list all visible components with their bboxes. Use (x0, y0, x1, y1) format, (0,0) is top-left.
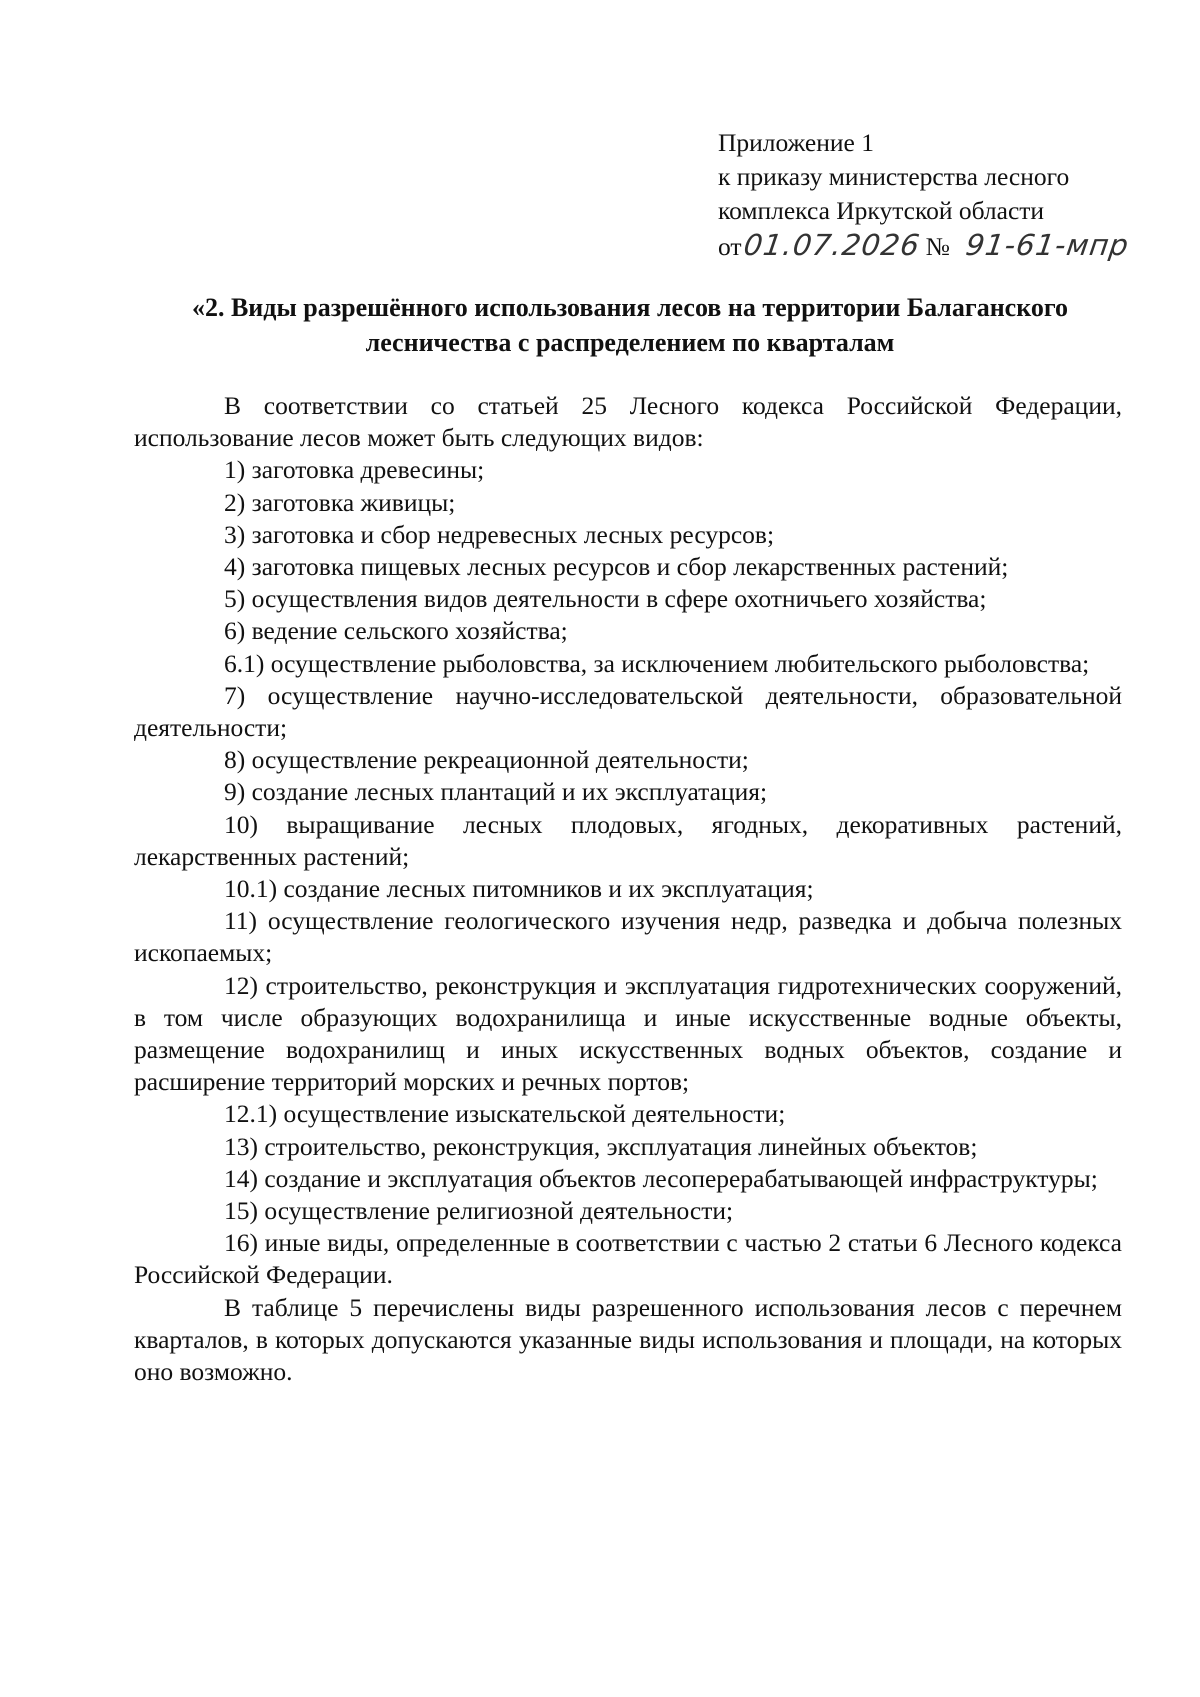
list-item: 12.1) осуществление изыскательской деятельности; (224, 1099, 786, 1129)
handwritten-number: 91-61-мпр (963, 228, 1132, 262)
list-item: 10) выращивание лесных плодовых, ягодных, декоративных растений, лекарственных растений; (134, 809, 1122, 871)
list-item: 10.1) создание лесных питомников и их эксплуатация; (224, 874, 814, 904)
section-title-line-1: «2. Виды разрешённого использования лесов на территории Балаганского (191, 293, 1069, 322)
list-item: 2) заготовка живицы; (224, 487, 456, 517)
list-item: 11) осуществление геологического изучения недр, разведка и добыча полезных ископаемых; (134, 906, 1122, 968)
appendix-title: Приложение 1 (718, 128, 874, 157)
section-title (140, 290, 1120, 360)
section-title-line-2: лесничества с распределением по кварталам (365, 328, 895, 357)
handwritten-date: 01.07.2026 (741, 228, 922, 262)
document-body (134, 390, 1122, 1388)
date-prefix: от (718, 232, 742, 261)
list-item: 12) строительство, реконструкция и эксплуатация гидротехнических сооружений, в том числе образующих водохранилища и иные искусственные водные объекты, размещение водохранилищ и иных искусственных водных объектов, создание и расширение территорий морских и речных портов; (134, 970, 1122, 1097)
list-item: 14) создание и эксплуатация объектов лесоперерабатывающей инфраструктуры; (224, 1163, 1098, 1193)
list-item: 4) заготовка пищевых лесных ресурсов и сбор лекарственных растений; (224, 552, 1009, 582)
appendix-header (718, 126, 1138, 264)
list-item: 1) заготовка древесины; (224, 455, 485, 485)
list-item: 6) ведение сельского хозяйства; (224, 616, 568, 646)
appendix-order-line: к приказу министерства лесного (718, 162, 1070, 191)
list-item: 9) создание лесных плантаций и их эксплуатация; (224, 777, 768, 807)
list-item: 3) заготовка и сбор недревесных лесных ресурсов; (224, 519, 775, 549)
intro-paragraph: В соответствии со статьей 25 Лесного кодекса Российской Федерации, использование лесов может быть следующих видов: (134, 391, 1122, 453)
list-item: 7) осуществление научно-исследовательской деятельности, образовательной деятельности; (134, 680, 1122, 743)
list-item: 8) осуществление рекреационной деятельности; (224, 745, 749, 775)
list-item: 13) строительство, реконструкция, эксплуатация линейных объектов; (224, 1131, 978, 1161)
appendix-date-line (718, 228, 1138, 264)
number-sign: № (925, 232, 950, 261)
list-item: 16) иные виды, определенные в соответствии с частью 2 статьи 6 Лесного кодекса Российской Федерации. (134, 1228, 1122, 1290)
list-item: 6.1) осуществление рыболовства, за исключением любительского рыболовства; (224, 648, 1090, 678)
closing-paragraph: В таблице 5 перечислены виды разрешенного использования лесов с перечнем кварталов, в которых допускаются указанные виды использования и площади, на которых оно возможно. (134, 1292, 1122, 1387)
list-item: 15) осуществление религиозной деятельности; (224, 1196, 734, 1226)
appendix-ministry-line: комплекса Иркутской области (718, 196, 1045, 225)
list-item: 5) осуществления видов деятельности в сфере охотничьего хозяйства; (224, 584, 987, 614)
